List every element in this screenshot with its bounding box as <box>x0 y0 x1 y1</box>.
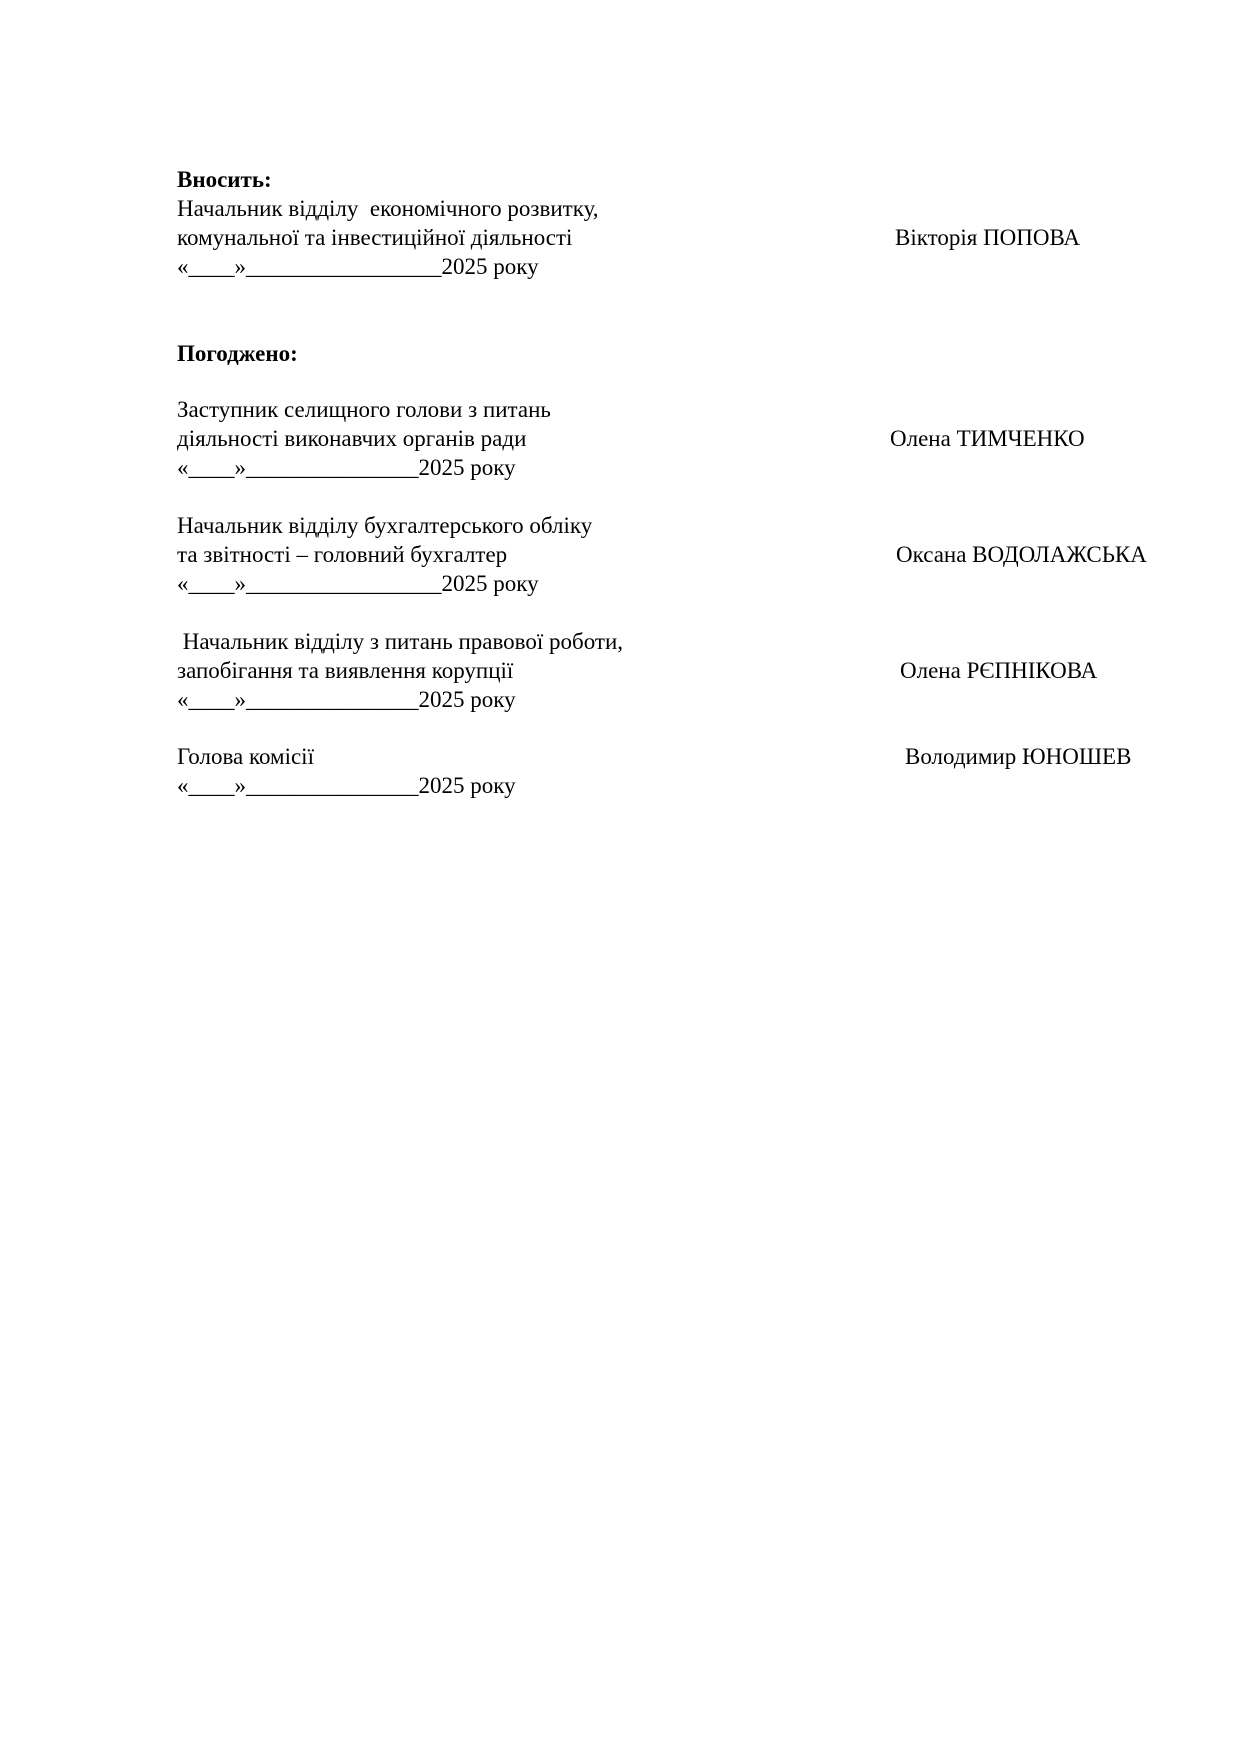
agreed-entry-3-name: Олена РЄПНІКОВА <box>900 658 1098 683</box>
agreed-entry-3-line1: Начальник відділу з питань правової роботи, <box>177 629 624 654</box>
submitted-position-line1: Начальник відділу економічного розвитку, <box>177 196 599 221</box>
agreed-entry-1-line1: Заступник селищного голови з питань <box>177 397 551 422</box>
submitted-position-line2: комунальної та інвестиційної діяльності <box>177 225 573 250</box>
submitted-heading: Вносить: <box>177 167 272 192</box>
agreed-entry-3-date-line: «____»_______________2025 року <box>177 687 516 712</box>
agreed-entry-1-date-line: «____»_______________2025 року <box>177 455 516 480</box>
agreed-heading: Погоджено: <box>177 341 298 366</box>
agreed-entry-4-line1: Голова комісії <box>177 744 314 769</box>
submitted-signatory-name: Вікторія ПОПОВА <box>895 225 1081 250</box>
agreed-entry-4-date-line: «____»_______________2025 року <box>177 773 516 798</box>
agreed-entry-1-line2: діяльності виконавчих органів ради <box>177 426 527 451</box>
agreed-entry-2-name: Оксана ВОДОЛАЖСЬКА <box>896 542 1147 567</box>
submitted-date-line: «____»_________________2025 року <box>177 254 539 279</box>
agreed-entry-1-name: Олена ТИМЧЕНКО <box>890 426 1085 451</box>
agreed-entry-2-date-line: «____»_________________2025 року <box>177 571 539 596</box>
agreed-entry-4-name: Володимир ЮНОШЕВ <box>905 744 1132 769</box>
agreed-entry-3-line2: запобігання та виявлення корупції <box>177 658 514 683</box>
agreed-entry-2-line2: та звітності – головний бухгалтер <box>177 542 508 567</box>
agreed-entry-2-line1: Начальник відділу бухгалтерського обліку <box>177 513 593 538</box>
